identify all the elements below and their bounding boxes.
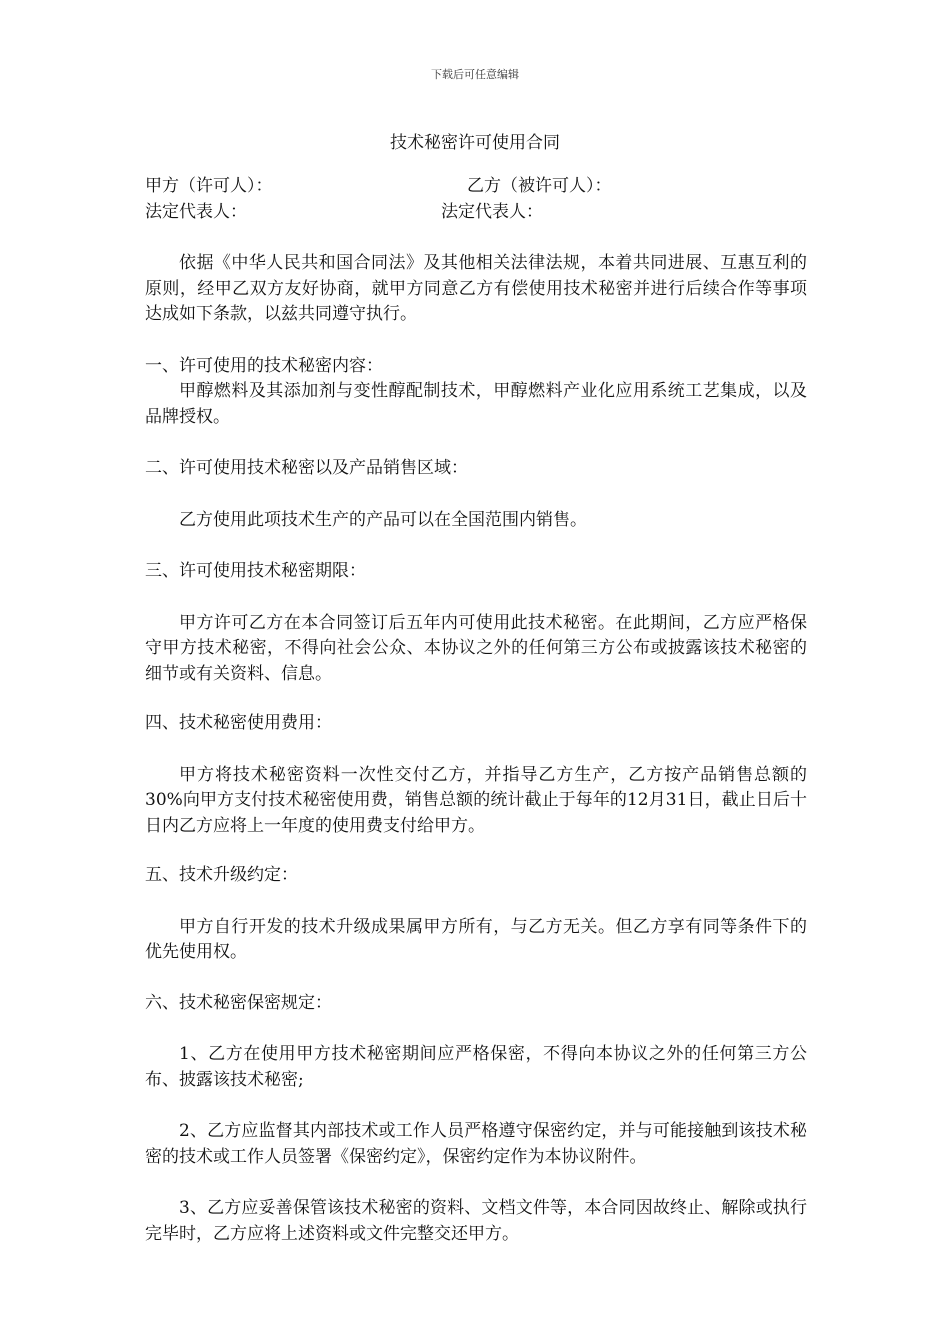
- section-5-paragraph: 甲方自行开发的技术升级成果属甲方所有，与乙方无关。但乙方享有同等条件下的优先使用权。: [145, 916, 807, 962]
- section-1-heading: 一、许可使用的技术秘密内容：: [145, 355, 383, 376]
- section-1-paragraph: 甲醇燃料及其添加剂与变性醇配制技术，甲醇燃料产业化应用系统工艺集成，以及品牌授权。: [145, 381, 807, 427]
- section-6-item-2: 2、乙方应监督其内部技术或工作人员严格遵守保密约定，并与可能接触到该技术秘密的技术或工作人员签署《保密约定》，保密约定作为本协议附件。: [145, 1121, 807, 1167]
- representative-row: [145, 200, 807, 226]
- section-4-heading: 四、技术秘密使用费用：: [145, 713, 332, 733]
- party-row: [145, 174, 807, 200]
- section-4-paragraph: 甲方将技术秘密资料一次性交付乙方，并指导乙方生产，乙方按产品销售总额的30%向甲方支付技术秘密使用费，销售总额的统计截止于每年的12月31日，截止日后十日内乙方应将上一年度的使用费支付给甲方。: [145, 764, 807, 836]
- party-a-representative-label: 法定代表人：: [145, 201, 247, 222]
- party-b-label: 乙方（被许可人）：: [467, 176, 612, 196]
- section-5-heading: 五、技术升级约定：: [145, 865, 298, 885]
- party-b-representative-label: 法定代表人：: [441, 201, 543, 222]
- section-2-paragraph: 乙方使用此项技术生产的产品可以在全国范围内销售。: [179, 509, 587, 530]
- section-6-item-1: 1、乙方在使用甲方技术秘密期间应严格保密，不得向本协议之外的任何第三方公布、披露该技术秘密;: [145, 1044, 807, 1090]
- document-title: 技术秘密许可使用合同: [390, 133, 560, 153]
- preamble-paragraph: 依据《中华人民共和国合同法》及其他相关法律法规，本着共同进展、互惠互利的原则，经甲乙双方友好协商，就甲方同意乙方有偿使用技术秘密并进行后续合作等事项达成如下条款，以兹共同遵守执行。: [145, 253, 807, 324]
- document-body: [145, 174, 807, 1247]
- section-6-item-3: 3、乙方应妥善保管该技术秘密的资料、文档文件等，本合同因故终止、解除或执行完毕时，乙方应将上述资料或文件完整交还甲方。: [145, 1198, 807, 1244]
- party-a-label: 甲方（许可人）：: [145, 176, 273, 196]
- section-3-paragraph: 甲方许可乙方在本合同签订后五年内可使用此技术秘密。在此期间，乙方应严格保守甲方技术秘密，不得向社会公众、本协议之外的任何第三方公布或披露该技术秘密的细节或有关资料、信息。: [145, 612, 807, 684]
- section-2-heading: 二、许可使用技术秘密以及产品销售区域：: [145, 458, 468, 478]
- section-6-heading: 六、技术秘密保密规定：: [145, 992, 332, 1013]
- section-3-heading: 三、许可使用技术秘密期限：: [145, 561, 366, 581]
- header-note: 下载后可任意编辑: [431, 68, 519, 81]
